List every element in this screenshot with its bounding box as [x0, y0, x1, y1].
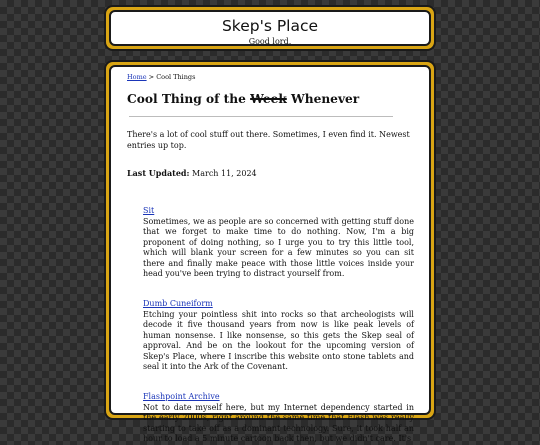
entry-description: Sometimes, we as people are so concerned with getting stuff done that we forget to make time to do nothing. Now, I'm a big proponent of doing nothing, so I urge you to try this little tool, which will blank your screen for a few minutes so you can sit there and finally make peace with those little voices inside your head you've been trying to distract yourself from.: [143, 216, 414, 278]
list-item: [143, 384, 414, 445]
entry-link-dumb-cuneiform[interactable]: Dumb Cuneiform: [143, 298, 213, 308]
breadcrumb-home-link[interactable]: Home: [127, 73, 147, 81]
breadcrumb: [127, 72, 414, 82]
entry-description: Etching your pointless shit into rocks so that archeologists will decode it five thousand years from now is like peak levels of human nonsense. I like nonsense, so this gets the Skep seal of approval. And be on the lookout for the upcoming version of Skep's Place, where I inscribe this website onto stone tablets and seal it into the Ark of the Covenant.: [143, 309, 414, 371]
page-title-struck: Week: [250, 92, 287, 106]
last-updated-value: March 11, 2024: [192, 169, 257, 178]
entry-description: Not to date myself here, but my Internet dependency started in the early 2000s, right around the same time that Flash was really starting to take off as a dominant technology. Sure, it took half an hour to load a 5 minute cartoon back then, but we didn't care. It's: [143, 402, 414, 443]
list-item: [143, 291, 414, 373]
list-item: [143, 198, 414, 280]
title-divider: [129, 116, 393, 117]
main-panel: [109, 65, 431, 443]
page-title-after: Whenever: [286, 92, 360, 106]
entry-link-flashpoint-archive[interactable]: Flashpoint Archive: [143, 391, 220, 401]
header-panel: [109, 10, 431, 46]
page-title: [127, 91, 414, 108]
site-subtitle: Good lord.: [248, 37, 292, 46]
breadcrumb-current: Cool Things: [156, 73, 196, 81]
entry-link-sit[interactable]: Sit: [143, 205, 155, 215]
last-updated: [127, 168, 414, 180]
intro-text: There's a lot of cool stuff out there. Sometimes, I even find it. Newest entries up top.: [127, 130, 410, 150]
header-frame: [104, 5, 436, 51]
last-updated-label: Last Updated:: [127, 168, 190, 178]
main-frame: [104, 60, 436, 443]
breadcrumb-separator: >: [148, 73, 155, 81]
page-title-before: Cool Thing of the: [127, 92, 251, 106]
entry-list: [127, 198, 414, 445]
site-title: Skep's Place: [221, 17, 319, 35]
